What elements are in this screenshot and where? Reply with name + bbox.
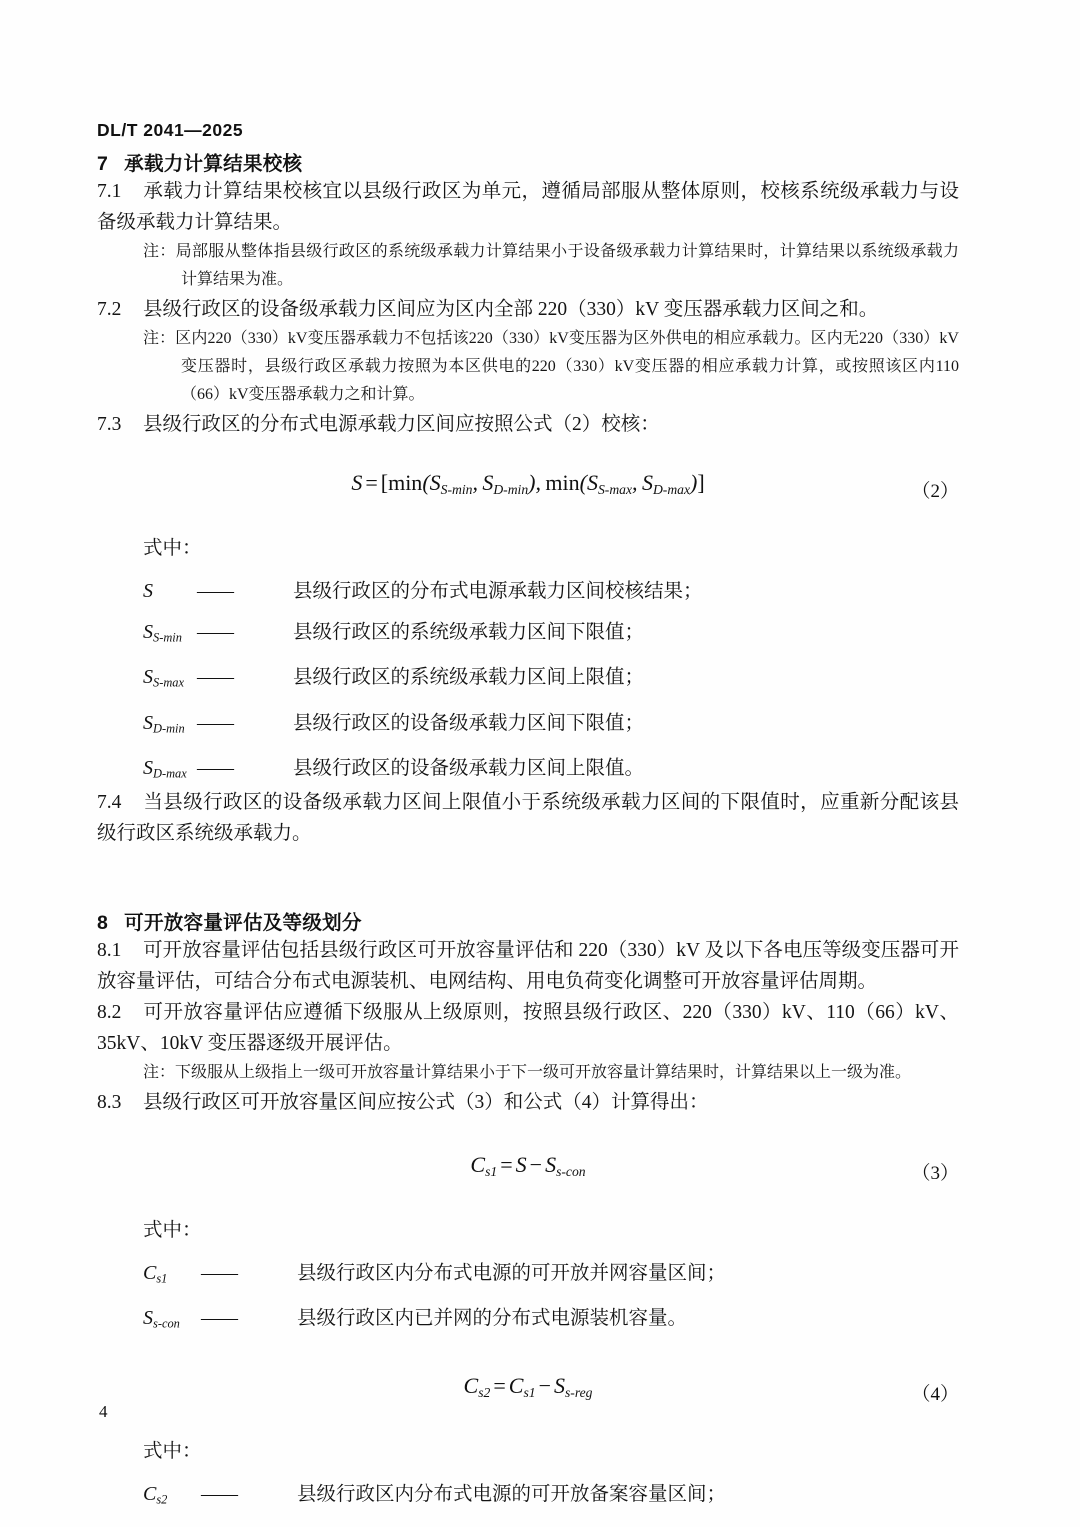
where-label-formula-2: 式中：: [143, 538, 202, 559]
clause-number-8-1: 8.1: [97, 939, 122, 961]
clause-7-3: [97, 409, 959, 440]
clause-number-7-4: 7.4: [97, 791, 122, 813]
definition-description: 县级行政区的设备级承载力区间上限值。: [293, 758, 645, 780]
definition-dash: ——: [197, 581, 233, 602]
where-label-formula-4: 式中：: [143, 1440, 202, 1462]
section-number-7: 7: [97, 153, 109, 175]
definition-description: 县级行政区的设备级承载力区间下限值；: [293, 712, 645, 734]
clause-text-7-3: 县级行政区的分布式电源承载力区间应按照公式（2）校核：: [143, 414, 660, 435]
definition-symbol: S: [143, 580, 153, 602]
definition-description: 县级行政区的系统级承载力区间上限值；: [293, 667, 645, 689]
definition-list-formula-2: [97, 578, 959, 787]
formula-4: [97, 1373, 959, 1401]
clause-7-4: [97, 787, 959, 849]
definition-symbol: $S_{S-min}$: [143, 621, 182, 645]
formula-2-expression: $S = [\min(S_{S-min}$, $S_{D-min}$), $\min(S_{S-max}$, $S_{D-max}$)]: [351, 470, 705, 497]
definition-symbol: $S_{S-max}$: [143, 666, 184, 690]
note-7-1-wrap: [97, 238, 959, 294]
formula-3-row: [97, 1144, 959, 1200]
clause-number-7-3: 7.3: [97, 414, 122, 435]
formula-3-expression: $C_{s1} = S - S_{s-con}$: [470, 1151, 586, 1179]
where-label-formula-3: 式中：: [143, 1219, 202, 1241]
page-number: 4: [99, 1402, 108, 1421]
clause-text-7-1: 承载力计算结果校核宜以县级行政区为单元，遵循局部服从整体原则，校核系统级承载力与设备级承载力计算结果。: [97, 181, 959, 233]
definition-description: 县级行政区内分布式电源的可开放备案容量区间；: [297, 1483, 727, 1505]
note-text-7-1: 局部服从整体指县级行政区的系统级承载力计算结果小于设备级承载力计算结果时，计算结果以系统级承载力计算结果为准。: [175, 243, 959, 288]
clause-text-8-3: 县级行政区可开放容量区间应按公式（3）和公式（4）计算得出：: [143, 1091, 709, 1113]
note-8-2: [143, 1059, 959, 1087]
clause-8-3: [97, 1087, 959, 1118]
clause-7-1: [97, 176, 959, 238]
definition-description: 县级行政区内已并网的分布式电源装机容量。: [297, 1308, 688, 1330]
definition-dash: ——: [197, 758, 233, 780]
section-heading-8: [97, 907, 959, 935]
clause-number-8-3: 8.3: [97, 1091, 122, 1113]
clause-text-8-2: 可开放容量评估应遵循下级服从上级原则，按照县级行政区、220（330）kV、110（66）kV、35kV、10kV 变压器逐级开展评估。: [97, 1001, 959, 1054]
running-header-standard-number: DL/T 2041—2025: [97, 120, 244, 140]
definition-list-formula-4: [97, 1481, 959, 1512]
clause-number-7-1: 7.1: [97, 181, 122, 202]
definition-symbol: $S_{D-min}$: [143, 711, 185, 736]
definition-symbol: $S_{s-con}$: [143, 1307, 180, 1331]
formula-2: [97, 470, 959, 498]
section-number-8: 8: [97, 911, 109, 934]
note-label-8-2: 注：: [143, 1063, 176, 1081]
clause-number-7-2: 7.2: [97, 299, 122, 320]
definition-dash: ——: [197, 712, 233, 734]
formula-3: [97, 1152, 959, 1180]
clause-7-2: [97, 294, 959, 325]
definition-item: [97, 619, 959, 650]
note-7-2-wrap: [97, 325, 959, 409]
section-title-8: 可开放容量评估及等级划分: [124, 911, 362, 934]
formula-4-expression: $C_{s2} = C_{s1} - S_{s-reg}$: [463, 1372, 593, 1400]
note-label-7-2: 注：: [143, 330, 176, 347]
formula-2-row: [97, 462, 959, 518]
section-heading-7: [97, 148, 959, 176]
definition-symbol: $C_{s2}$: [143, 1482, 168, 1507]
note-7-1: [143, 238, 959, 294]
formula-4-number: （4）: [911, 1383, 959, 1405]
clause-text-8-1: 可开放容量评估包括县级行政区可开放容量评估和 220（330）kV 及以下各电压等级变压器可开放容量评估，可结合分布式电源装机、电网结构、用电负荷变化调整可开放容量评估周期。: [97, 939, 959, 992]
clause-text-7-2: 县级行政区的设备级承载力区间应为区内全部 220（330）kV 变压器承载力区间之和。: [143, 299, 879, 320]
definition-item: [97, 1260, 959, 1291]
definition-dash: ——: [201, 1262, 237, 1284]
clause-8-1: [97, 935, 959, 997]
clause-8-2: [97, 997, 959, 1059]
definition-item: [97, 1305, 959, 1336]
definition-item: [97, 578, 959, 605]
definition-dash: ——: [197, 667, 233, 689]
note-label-7-1: 注：: [143, 243, 176, 260]
definition-list-formula-3: [97, 1260, 959, 1337]
note-text-8-2: 下级服从上级指上一级可开放容量计算结果小于下一级可开放容量计算结果时，计算结果以上一级为准。: [175, 1063, 912, 1081]
note-8-2-wrap: [97, 1059, 959, 1087]
definition-item: [97, 1481, 959, 1512]
definition-dash: ——: [197, 622, 233, 643]
definition-description: 县级行政区的系统级承载力区间下限值；: [293, 622, 645, 643]
definition-item: [97, 664, 959, 695]
formula-2-number: （2）: [911, 481, 959, 502]
definition-item: [97, 755, 959, 786]
formula-3-number: （3）: [911, 1162, 959, 1184]
definition-description: 县级行政区内分布式电源的可开放并网容量区间；: [297, 1262, 727, 1284]
formula-4-row: [97, 1365, 959, 1421]
note-7-2: [143, 325, 959, 409]
note-text-7-2: 区内220（330）kV变压器承载力不包括该220（330）kV变压器为区外供电的相应承载力。区内无220（330）kV变压器时，县级行政区承载力按照为本区供电的220（330）kV变压器的相应承载力计算，或按照该区内110（66）kV变压器承载力之和计算。: [175, 330, 959, 403]
page-content: [97, 148, 959, 1512]
definition-item: [97, 710, 959, 741]
definition-symbol: $S_{D-max}$: [143, 757, 187, 781]
definition-description: 县级行政区的分布式电源承载力区间校核结果；: [293, 581, 703, 602]
clause-number-8-2: 8.2: [97, 1001, 122, 1023]
definition-dash: ——: [201, 1308, 237, 1330]
clause-text-7-4: 当县级行政区的设备级承载力区间上限值小于系统级承载力区间的下限值时，应重新分配该县级行政区系统级承载力。: [97, 791, 959, 844]
definition-symbol: $C_{s1}$: [143, 1261, 168, 1286]
section-title-7: 承载力计算结果校核: [124, 153, 303, 175]
definition-dash: ——: [201, 1483, 237, 1505]
